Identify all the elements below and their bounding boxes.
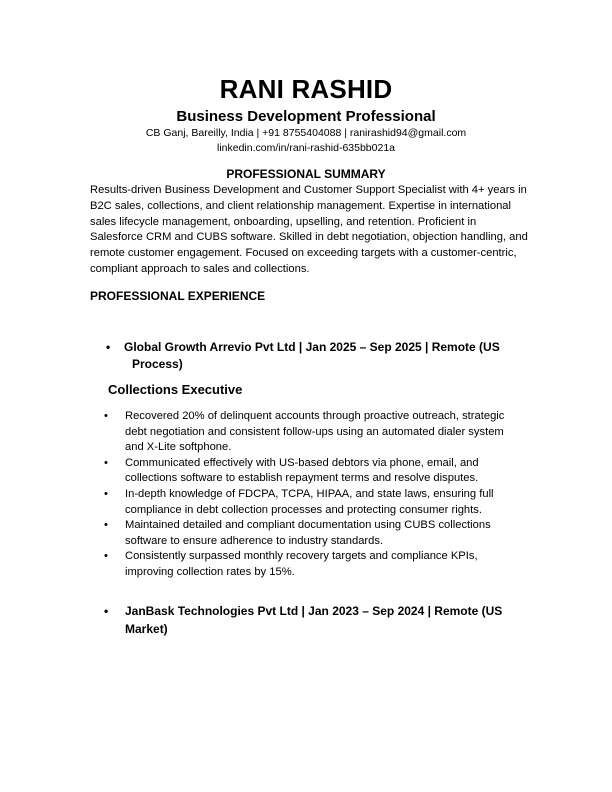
bullet: •	[106, 340, 111, 354]
list-item	[104, 487, 524, 518]
bullet-text: Communicated effectively with US-based debtors via phone, email, and collections software to establish repayment terms and resolve disputes.	[125, 456, 479, 485]
candidate-title: Business Development Professional	[176, 108, 436, 125]
experience-heading: PROFESSIONAL EXPERIENCE	[90, 289, 266, 303]
bullet-text: In-depth knowledge of FDCPA, TCPA, HIPAA, and state laws, ensuring full compliance in debt collection processes and protecting consumer rights.	[125, 487, 494, 516]
job-header: Global Growth Arrevio Pvt Ltd | Jan 2025 – Sep 2025 | Remote (US Process)	[124, 340, 500, 371]
contact-line: CB Ganj, Bareilly, India | +91 8755404088 | ranirashid94@gmail.com	[145, 127, 467, 139]
list-item	[104, 518, 524, 549]
job-header: JanBask Technologies Pvt Ltd | Jan 2023 – Sep 2024 | Remote (US Market)	[125, 604, 503, 636]
bullet: •	[104, 604, 109, 618]
bullet-text: Recovered 20% of delinquent accounts through proactive outreach, strategic debt negotiation and consistent follow-ups using an automated dialer system and X-Lite softphone.	[125, 410, 505, 454]
list-item	[104, 409, 524, 456]
candidate-name: RANI RASHID	[219, 74, 393, 104]
list-item	[104, 549, 524, 580]
job-bullets	[104, 409, 524, 581]
bullet: •	[104, 487, 108, 500]
job-role: Collections Executive	[108, 382, 243, 397]
job-entry-1	[106, 339, 526, 373]
bullet: •	[104, 550, 108, 563]
bullet-text: Consistently surpassed monthly recovery targets and compliance KPIs, improving collection rates by 15%.	[125, 550, 478, 578]
bullet-text: Maintained detailed and compliant documentation using CUBS collections software to ensure adherence to industry standards.	[125, 519, 491, 547]
summary-heading: PROFESSIONAL SUMMARY	[226, 167, 386, 181]
job-entry-2	[104, 602, 504, 638]
summary-text: Results-driven Business Development and Customer Support Specialist with 4+ years in B2C sales, collections, and client relationship management. Expertise in international sales lifecycle management, onboarding, upselling, and retention. Proficient in Salesforce CRM and CUBS software. Skilled in debt negotiation, objection handling, and remote customer engagement. Focused on exceeding targets with a customer-centric, compliant approach to sales and collections.	[90, 184, 528, 275]
list-item	[104, 456, 524, 487]
bullet: •	[104, 519, 108, 532]
bullet: •	[104, 456, 108, 469]
bullet: •	[104, 410, 108, 422]
linkedin-link[interactable]: linkedin.com/in/rani-rashid-635bb021a	[216, 142, 396, 154]
